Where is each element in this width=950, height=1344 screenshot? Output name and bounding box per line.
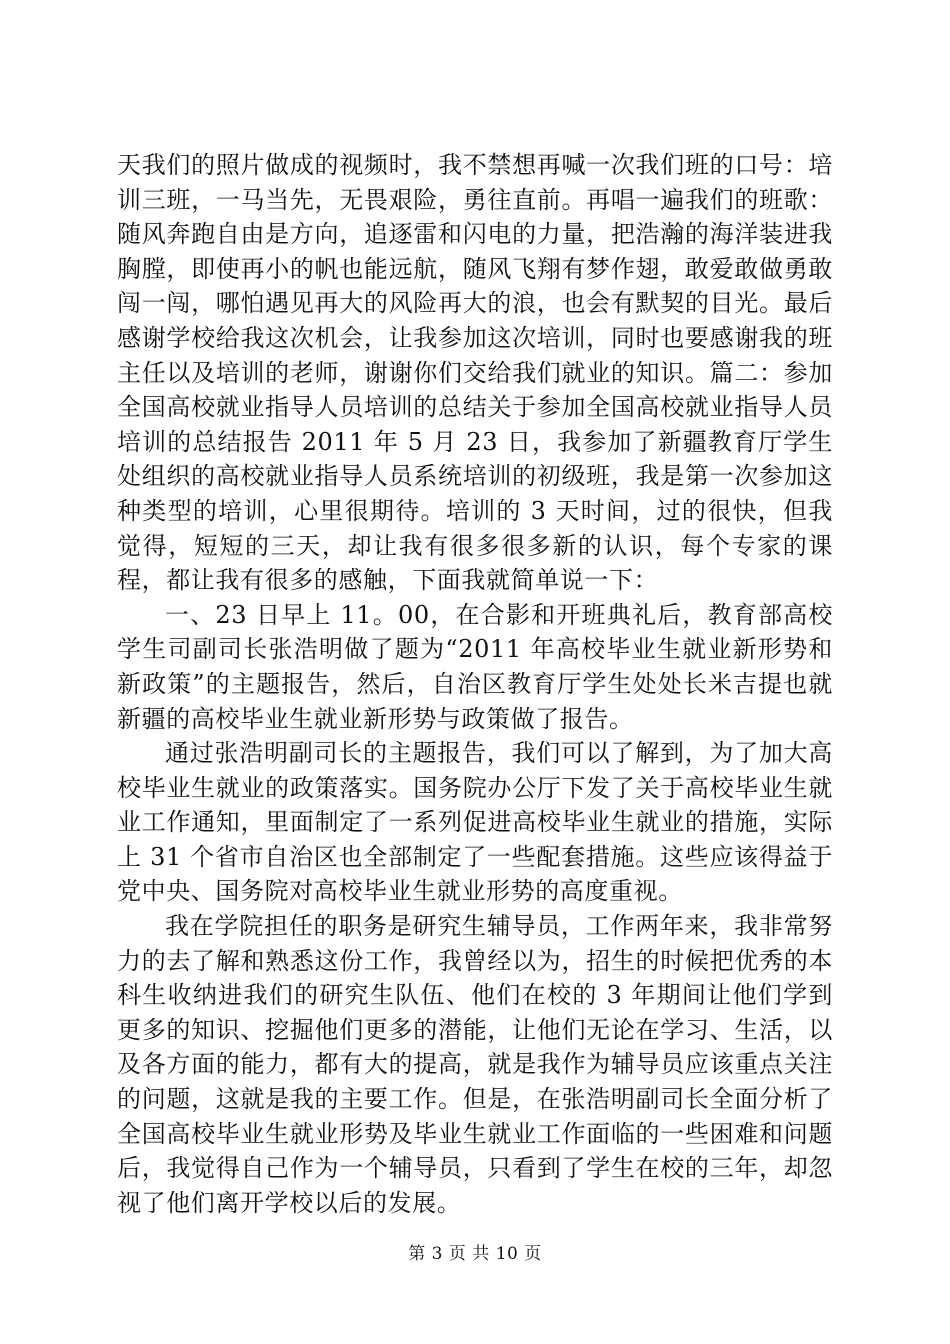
paragraph-1: 天我们的照片做成的视频时，我不禁想再喊一次我们班的口号：培训三班，一马当先，无畏艰险，勇往直前。再唱一遍我们的班歌：随风奔跑自由是方向，追逐雷和闪电的力量，把浩瀚的海洋装进我胸膛，即使再小的帆也能远航，随风飞翔有梦作翅，敢爱敢做勇敢闯一闯，哪怕遇见再大的风险再大的浪，也会有默契的目光。最后感谢学校给我这次机会，让我参加这次培训，同时也要感谢我的班主任以及培训的老师，谢谢你们交给我们就业的知识。篇二：参加全国高校就业指导人员培训的总结关于参加全国高校就业指导人员培训的总结报告 2011 年 5 月 23 日，我参加了新疆教育厅学生处组织的高校就业指导人员系统培训的初级班，我是第一次参加这种类型的培训，心里很期待。培训的 3 天时间，过的很快，但我觉得，短短的三天，却让我有很多很多新的认识，每个专家的课程，都让我有很多的感触，下面我就简单说一下： xyxy=(117,151,833,595)
document-body xyxy=(117,148,833,1220)
paragraph-2: 一、23 日早上 11。00，在合影和开班典礼后，教育部高校学生司副司长张浩明做了题为“2011 年高校毕业生就业新形势和新政策”的主题报告，然后，自治区教育厅学生处处长米吉提也就新疆的高校毕业生就业新形势与政策做了报告。 xyxy=(117,600,833,733)
page-number-label: 第 3 页 共 10 页 xyxy=(408,1244,542,1264)
page-footer xyxy=(0,1242,950,1266)
paragraph-3: 通过张浩明副司长的主题报告，我们可以了解到，为了加大高校毕业生就业的政策落实。国务院办公厅下发了关于高校毕业生就业工作通知，里面制定了一系列促进高校毕业生就业的措施，实际上 31 个省市自治区也全部制定了一些配套措施。这些应该得益于党中央、国务院对高校毕业生就业形势的高度重视。 xyxy=(117,739,833,906)
paragraph-4: 我在学院担任的职务是研究生辅导员，工作两年来，我非常努力的去了解和熟悉这份工作，我曾经以为，招生的时候把优秀的本科生收纳进我们的研究生队伍、他们在校的 3 年期间让他们学到更多的知识、挖掘他们更多的潜能，让他们无论在学习、生活，以及各方面的能力，都有大的提高，就是我作为辅导员应该重点关注的问题，这就是我的主要工作。但是，在张浩明副司长全面分析了全国高校毕业生就业形势及毕业生就业工作面临的一些困难和问题后，我觉得自己作为一个辅导员，只看到了学生在校的三年，却忽视了他们离开学校以后的发展。 xyxy=(117,912,833,1217)
